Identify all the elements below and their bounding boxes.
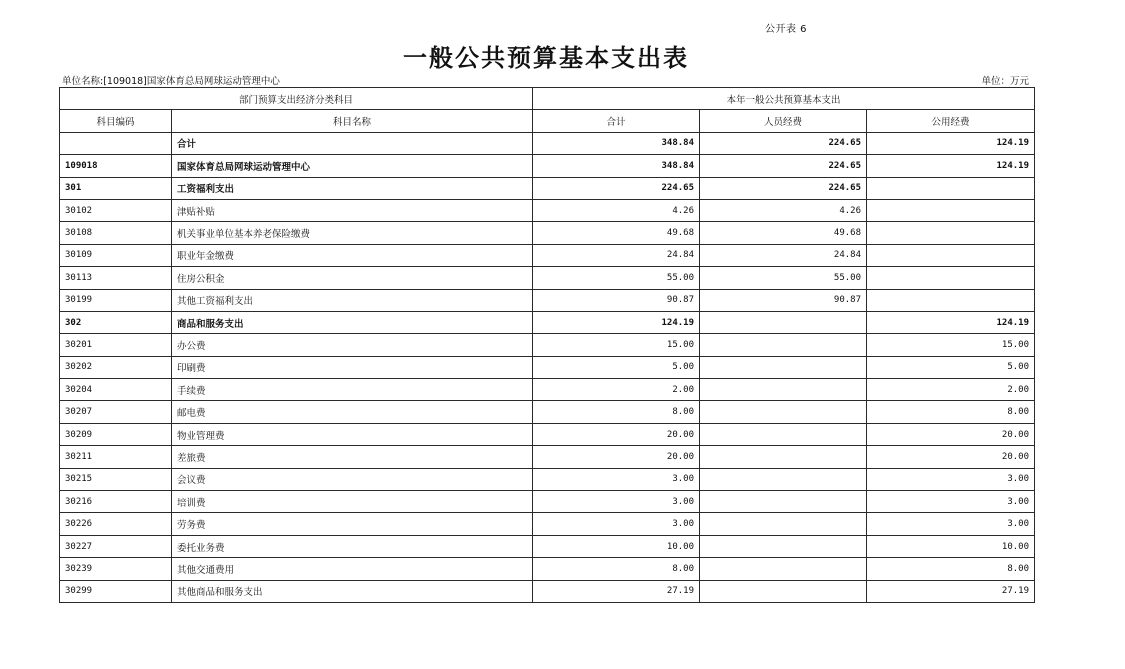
cell-name: 培训费 (172, 491, 533, 513)
cell-total: 348.84 (533, 132, 700, 154)
cell-name: 机关事业单位基本养老保险缴费 (172, 222, 533, 244)
cell-personnel: 55.00 (700, 267, 867, 289)
cell-total: 27.19 (533, 580, 700, 602)
cell-name: 津贴补贴 (172, 199, 533, 221)
cell-total: 2.00 (533, 379, 700, 401)
cell-public (867, 289, 1035, 311)
group-header-row (60, 88, 1035, 110)
cell-code: 30201 (60, 334, 172, 356)
cell-public: 8.00 (867, 558, 1035, 580)
cell-name: 其他交通费用 (172, 558, 533, 580)
cell-total: 224.65 (533, 177, 700, 199)
cell-total: 3.00 (533, 491, 700, 513)
cell-total: 10.00 (533, 535, 700, 557)
cell-total: 124.19 (533, 311, 700, 333)
cell-public: 3.00 (867, 513, 1035, 535)
cell-personnel: 224.65 (700, 155, 867, 177)
cell-code: 30209 (60, 423, 172, 445)
table-row (60, 379, 1035, 401)
cell-personnel (700, 401, 867, 423)
cell-personnel (700, 446, 867, 468)
table-row (60, 177, 1035, 199)
cell-public: 124.19 (867, 311, 1035, 333)
cell-personnel: 90.87 (700, 289, 867, 311)
cell-public: 8.00 (867, 401, 1035, 423)
form-number: 公开表 6 (765, 24, 808, 35)
cell-personnel (700, 334, 867, 356)
cell-personnel: 4.26 (700, 199, 867, 221)
group-header-left: 部门预算支出经济分类科目 (60, 88, 533, 110)
table-row (60, 535, 1035, 557)
budget-table (59, 87, 1035, 603)
cell-total: 49.68 (533, 222, 700, 244)
table-row (60, 199, 1035, 221)
column-header-public: 公用经费 (867, 110, 1035, 132)
cell-public: 3.00 (867, 491, 1035, 513)
table-row (60, 244, 1035, 266)
cell-name: 住房公积金 (172, 267, 533, 289)
cell-code: 30239 (60, 558, 172, 580)
cell-total: 5.00 (533, 356, 700, 378)
cell-total: 24.84 (533, 244, 700, 266)
cell-name: 印刷费 (172, 356, 533, 378)
cell-total: 8.00 (533, 558, 700, 580)
cell-code: 301 (60, 177, 172, 199)
cell-public (867, 244, 1035, 266)
cell-name: 差旅费 (172, 446, 533, 468)
cell-personnel (700, 356, 867, 378)
cell-public (867, 267, 1035, 289)
cell-public (867, 177, 1035, 199)
table-row (60, 334, 1035, 356)
cell-name: 委托业务费 (172, 535, 533, 557)
cell-personnel: 24.84 (700, 244, 867, 266)
cell-personnel (700, 491, 867, 513)
table-row (60, 423, 1035, 445)
cell-name: 会议费 (172, 468, 533, 490)
cell-code: 30204 (60, 379, 172, 401)
column-header-name: 科目名称 (172, 110, 533, 132)
cell-personnel: 224.65 (700, 132, 867, 154)
cell-public: 20.00 (867, 423, 1035, 445)
table-row (60, 222, 1035, 244)
table-row (60, 356, 1035, 378)
cell-public (867, 199, 1035, 221)
cell-name: 劳务费 (172, 513, 533, 535)
cell-total: 20.00 (533, 423, 700, 445)
page-title: 一般公共预算基本支出表 (403, 43, 689, 72)
cell-personnel (700, 311, 867, 333)
cell-code: 30108 (60, 222, 172, 244)
table-row (60, 446, 1035, 468)
cell-public: 15.00 (867, 334, 1035, 356)
cell-personnel (700, 558, 867, 580)
cell-name: 其他工资福利支出 (172, 289, 533, 311)
table-row (60, 513, 1035, 535)
cell-total: 20.00 (533, 446, 700, 468)
unit-measure: 单位：万元 (981, 76, 1029, 87)
cell-code: 30207 (60, 401, 172, 423)
cell-personnel (700, 513, 867, 535)
cell-name: 其他商品和服务支出 (172, 580, 533, 602)
cell-personnel: 49.68 (700, 222, 867, 244)
cell-name: 商品和服务支出 (172, 311, 533, 333)
table-row (60, 132, 1035, 154)
cell-name: 工资福利支出 (172, 177, 533, 199)
cell-name: 物业管理费 (172, 423, 533, 445)
cell-personnel (700, 580, 867, 602)
cell-code: 30215 (60, 468, 172, 490)
table-row (60, 558, 1035, 580)
cell-code: 30227 (60, 535, 172, 557)
cell-code: 30216 (60, 491, 172, 513)
cell-total: 15.00 (533, 334, 700, 356)
cell-personnel (700, 535, 867, 557)
cell-personnel (700, 423, 867, 445)
cell-name: 手续费 (172, 379, 533, 401)
table-row (60, 401, 1035, 423)
cell-code (60, 132, 172, 154)
cell-total: 8.00 (533, 401, 700, 423)
cell-code: 109018 (60, 155, 172, 177)
cell-code: 30299 (60, 580, 172, 602)
cell-code: 30226 (60, 513, 172, 535)
cell-code: 30211 (60, 446, 172, 468)
cell-name: 邮电费 (172, 401, 533, 423)
table-row (60, 311, 1035, 333)
cell-name: 国家体育总局网球运动管理中心 (172, 155, 533, 177)
cell-name: 办公费 (172, 334, 533, 356)
cell-code: 30113 (60, 267, 172, 289)
table-row (60, 491, 1035, 513)
cell-public: 5.00 (867, 356, 1035, 378)
cell-total: 55.00 (533, 267, 700, 289)
column-header-row (60, 110, 1035, 132)
cell-public: 10.00 (867, 535, 1035, 557)
cell-code: 30199 (60, 289, 172, 311)
table-row (60, 468, 1035, 490)
cell-public (867, 222, 1035, 244)
cell-code: 30109 (60, 244, 172, 266)
cell-public: 3.00 (867, 468, 1035, 490)
table-row (60, 580, 1035, 602)
cell-public: 124.19 (867, 155, 1035, 177)
cell-code: 30202 (60, 356, 172, 378)
table-row (60, 267, 1035, 289)
cell-public: 20.00 (867, 446, 1035, 468)
unit-name: 单位名称:[109018]国家体育总局网球运动管理中心 (62, 76, 280, 87)
table-row (60, 155, 1035, 177)
cell-total: 348.84 (533, 155, 700, 177)
cell-personnel (700, 379, 867, 401)
column-header-total: 合计 (533, 110, 700, 132)
column-header-code: 科目编码 (60, 110, 172, 132)
cell-personnel: 224.65 (700, 177, 867, 199)
cell-public: 27.19 (867, 580, 1035, 602)
group-header-right: 本年一般公共预算基本支出 (533, 88, 1035, 110)
cell-code: 30102 (60, 199, 172, 221)
cell-total: 4.26 (533, 199, 700, 221)
cell-public: 2.00 (867, 379, 1035, 401)
cell-name: 合计 (172, 132, 533, 154)
cell-public: 124.19 (867, 132, 1035, 154)
cell-total: 3.00 (533, 468, 700, 490)
column-header-personnel: 人员经费 (700, 110, 867, 132)
cell-personnel (700, 468, 867, 490)
table-row (60, 289, 1035, 311)
cell-code: 302 (60, 311, 172, 333)
cell-name: 职业年金缴费 (172, 244, 533, 266)
cell-total: 3.00 (533, 513, 700, 535)
cell-total: 90.87 (533, 289, 700, 311)
